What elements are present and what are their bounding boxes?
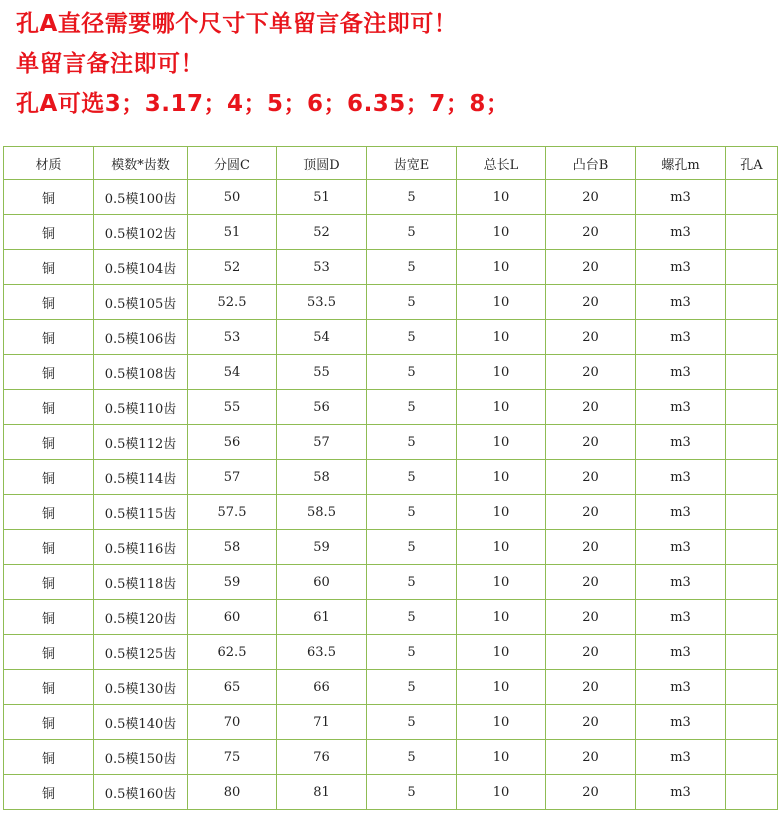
table-row bbox=[4, 635, 778, 670]
header-screw-hole: 螺孔m bbox=[636, 147, 726, 180]
cell-screw-hole: m3 bbox=[636, 355, 726, 390]
table-row bbox=[4, 775, 778, 810]
cell-total-length: 10 bbox=[457, 740, 546, 775]
cell-face-width: 5 bbox=[367, 250, 457, 285]
cell-outer-diameter: 60 bbox=[277, 565, 367, 600]
cell-total-length: 10 bbox=[457, 250, 546, 285]
cell-outer-diameter: 76 bbox=[277, 740, 367, 775]
cell-pitch-diameter: 58 bbox=[188, 530, 277, 565]
cell-screw-hole: m3 bbox=[636, 215, 726, 250]
cell-face-width: 5 bbox=[367, 740, 457, 775]
cell-material: 铜 bbox=[4, 355, 94, 390]
header-module-teeth: 模数*齿数 bbox=[94, 147, 188, 180]
cell-pitch-diameter: 52.5 bbox=[188, 285, 277, 320]
cell-screw-hole: m3 bbox=[636, 635, 726, 670]
cell-bore bbox=[726, 740, 778, 775]
cell-material: 铜 bbox=[4, 565, 94, 600]
cell-material: 铜 bbox=[4, 390, 94, 425]
table-row bbox=[4, 215, 778, 250]
cell-face-width: 5 bbox=[367, 320, 457, 355]
cell-pitch-diameter: 70 bbox=[188, 705, 277, 740]
cell-outer-diameter: 61 bbox=[277, 600, 367, 635]
cell-pitch-diameter: 56 bbox=[188, 425, 277, 460]
cell-module-teeth: 0.5模108齿 bbox=[94, 355, 188, 390]
cell-module-teeth: 0.5模104齿 bbox=[94, 250, 188, 285]
table-row bbox=[4, 250, 778, 285]
cell-face-width: 5 bbox=[367, 670, 457, 705]
cell-screw-hole: m3 bbox=[636, 530, 726, 565]
header-outer-diameter: 顶圆D bbox=[277, 147, 367, 180]
cell-total-length: 10 bbox=[457, 495, 546, 530]
cell-bore bbox=[726, 180, 778, 215]
cell-hub-diameter: 20 bbox=[546, 390, 636, 425]
cell-screw-hole: m3 bbox=[636, 285, 726, 320]
cell-bore bbox=[726, 425, 778, 460]
table-row bbox=[4, 355, 778, 390]
cell-bore bbox=[726, 495, 778, 530]
cell-screw-hole: m3 bbox=[636, 320, 726, 355]
cell-face-width: 5 bbox=[367, 285, 457, 320]
cell-face-width: 5 bbox=[367, 215, 457, 250]
cell-pitch-diameter: 52 bbox=[188, 250, 277, 285]
cell-module-teeth: 0.5模120齿 bbox=[94, 600, 188, 635]
cell-face-width: 5 bbox=[367, 425, 457, 460]
cell-module-teeth: 0.5模115齿 bbox=[94, 495, 188, 530]
cell-screw-hole: m3 bbox=[636, 460, 726, 495]
cell-hub-diameter: 20 bbox=[546, 180, 636, 215]
cell-total-length: 10 bbox=[457, 670, 546, 705]
cell-screw-hole: m3 bbox=[636, 600, 726, 635]
cell-outer-diameter: 71 bbox=[277, 705, 367, 740]
table-row bbox=[4, 460, 778, 495]
cell-face-width: 5 bbox=[367, 635, 457, 670]
cell-module-teeth: 0.5模105齿 bbox=[94, 285, 188, 320]
table-row bbox=[4, 285, 778, 320]
cell-pitch-diameter: 54 bbox=[188, 355, 277, 390]
cell-face-width: 5 bbox=[367, 460, 457, 495]
cell-total-length: 10 bbox=[457, 705, 546, 740]
cell-screw-hole: m3 bbox=[636, 250, 726, 285]
cell-material: 铜 bbox=[4, 670, 94, 705]
cell-hub-diameter: 20 bbox=[546, 355, 636, 390]
cell-pitch-diameter: 60 bbox=[188, 600, 277, 635]
cell-face-width: 5 bbox=[367, 530, 457, 565]
cell-hub-diameter: 20 bbox=[546, 670, 636, 705]
cell-screw-hole: m3 bbox=[636, 425, 726, 460]
cell-outer-diameter: 63.5 bbox=[277, 635, 367, 670]
cell-total-length: 10 bbox=[457, 635, 546, 670]
cell-hub-diameter: 20 bbox=[546, 635, 636, 670]
cell-material: 铜 bbox=[4, 635, 94, 670]
cell-pitch-diameter: 65 bbox=[188, 670, 277, 705]
cell-outer-diameter: 58 bbox=[277, 460, 367, 495]
cell-total-length: 10 bbox=[457, 355, 546, 390]
cell-bore bbox=[726, 390, 778, 425]
header-hub-diameter: 凸台B bbox=[546, 147, 636, 180]
cell-pitch-diameter: 51 bbox=[188, 215, 277, 250]
cell-hub-diameter: 20 bbox=[546, 320, 636, 355]
cell-bore bbox=[726, 320, 778, 355]
cell-module-teeth: 0.5模130齿 bbox=[94, 670, 188, 705]
table-row bbox=[4, 600, 778, 635]
cell-bore bbox=[726, 250, 778, 285]
cell-outer-diameter: 56 bbox=[277, 390, 367, 425]
cell-hub-diameter: 20 bbox=[546, 740, 636, 775]
cell-total-length: 10 bbox=[457, 390, 546, 425]
cell-material: 铜 bbox=[4, 215, 94, 250]
cell-total-length: 10 bbox=[457, 775, 546, 810]
cell-pitch-diameter: 59 bbox=[188, 565, 277, 600]
cell-module-teeth: 0.5模106齿 bbox=[94, 320, 188, 355]
cell-material: 铜 bbox=[4, 600, 94, 635]
cell-material: 铜 bbox=[4, 705, 94, 740]
cell-face-width: 5 bbox=[367, 495, 457, 530]
cell-bore bbox=[726, 670, 778, 705]
table-row bbox=[4, 425, 778, 460]
cell-total-length: 10 bbox=[457, 215, 546, 250]
cell-outer-diameter: 53 bbox=[277, 250, 367, 285]
cell-total-length: 10 bbox=[457, 565, 546, 600]
header-face-width: 齿宽E bbox=[367, 147, 457, 180]
cell-module-teeth: 0.5模102齿 bbox=[94, 215, 188, 250]
cell-screw-hole: m3 bbox=[636, 740, 726, 775]
cell-pitch-diameter: 62.5 bbox=[188, 635, 277, 670]
cell-outer-diameter: 81 bbox=[277, 775, 367, 810]
cell-material: 铜 bbox=[4, 495, 94, 530]
cell-module-teeth: 0.5模140齿 bbox=[94, 705, 188, 740]
notes-block bbox=[16, 4, 776, 124]
cell-total-length: 10 bbox=[457, 285, 546, 320]
table-row bbox=[4, 565, 778, 600]
cell-outer-diameter: 55 bbox=[277, 355, 367, 390]
cell-hub-diameter: 20 bbox=[546, 600, 636, 635]
table-row bbox=[4, 390, 778, 425]
cell-material: 铜 bbox=[4, 460, 94, 495]
cell-screw-hole: m3 bbox=[636, 565, 726, 600]
cell-material: 铜 bbox=[4, 425, 94, 460]
cell-module-teeth: 0.5模150齿 bbox=[94, 740, 188, 775]
cell-hub-diameter: 20 bbox=[546, 425, 636, 460]
header-material: 材质 bbox=[4, 147, 94, 180]
cell-face-width: 5 bbox=[367, 565, 457, 600]
cell-bore bbox=[726, 285, 778, 320]
cell-hub-diameter: 20 bbox=[546, 705, 636, 740]
cell-pitch-diameter: 50 bbox=[188, 180, 277, 215]
cell-face-width: 5 bbox=[367, 355, 457, 390]
cell-total-length: 10 bbox=[457, 530, 546, 565]
cell-screw-hole: m3 bbox=[636, 775, 726, 810]
cell-module-teeth: 0.5模114齿 bbox=[94, 460, 188, 495]
cell-total-length: 10 bbox=[457, 320, 546, 355]
cell-hub-diameter: 20 bbox=[546, 460, 636, 495]
cell-outer-diameter: 66 bbox=[277, 670, 367, 705]
cell-bore bbox=[726, 460, 778, 495]
cell-module-teeth: 0.5模160齿 bbox=[94, 775, 188, 810]
cell-pitch-diameter: 55 bbox=[188, 390, 277, 425]
cell-screw-hole: m3 bbox=[636, 705, 726, 740]
cell-material: 铜 bbox=[4, 180, 94, 215]
cell-bore bbox=[726, 600, 778, 635]
table-row bbox=[4, 530, 778, 565]
cell-outer-diameter: 57 bbox=[277, 425, 367, 460]
cell-material: 铜 bbox=[4, 740, 94, 775]
table-row bbox=[4, 670, 778, 705]
header-bore: 孔A bbox=[726, 147, 778, 180]
cell-pitch-diameter: 53 bbox=[188, 320, 277, 355]
spec-table bbox=[3, 146, 778, 810]
cell-material: 铜 bbox=[4, 320, 94, 355]
cell-module-teeth: 0.5模116齿 bbox=[94, 530, 188, 565]
cell-material: 铜 bbox=[4, 250, 94, 285]
cell-outer-diameter: 53.5 bbox=[277, 285, 367, 320]
note-line-2: 单留言备注即可！ bbox=[16, 51, 204, 77]
cell-hub-diameter: 20 bbox=[546, 250, 636, 285]
cell-hub-diameter: 20 bbox=[546, 530, 636, 565]
cell-hub-diameter: 20 bbox=[546, 775, 636, 810]
cell-hub-diameter: 20 bbox=[546, 215, 636, 250]
header-total-length: 总长L bbox=[457, 147, 546, 180]
table-row bbox=[4, 740, 778, 775]
table-row bbox=[4, 495, 778, 530]
cell-face-width: 5 bbox=[367, 775, 457, 810]
cell-bore bbox=[726, 635, 778, 670]
cell-outer-diameter: 58.5 bbox=[277, 495, 367, 530]
cell-pitch-diameter: 80 bbox=[188, 775, 277, 810]
cell-hub-diameter: 20 bbox=[546, 285, 636, 320]
cell-outer-diameter: 51 bbox=[277, 180, 367, 215]
cell-hub-diameter: 20 bbox=[546, 495, 636, 530]
cell-screw-hole: m3 bbox=[636, 390, 726, 425]
cell-material: 铜 bbox=[4, 285, 94, 320]
cell-face-width: 5 bbox=[367, 390, 457, 425]
cell-material: 铜 bbox=[4, 530, 94, 565]
table-row bbox=[4, 320, 778, 355]
cell-screw-hole: m3 bbox=[636, 180, 726, 215]
cell-total-length: 10 bbox=[457, 180, 546, 215]
cell-module-teeth: 0.5模118齿 bbox=[94, 565, 188, 600]
cell-module-teeth: 0.5模112齿 bbox=[94, 425, 188, 460]
cell-bore bbox=[726, 775, 778, 810]
table-header-row bbox=[4, 147, 778, 180]
cell-face-width: 5 bbox=[367, 705, 457, 740]
cell-total-length: 10 bbox=[457, 425, 546, 460]
cell-face-width: 5 bbox=[367, 180, 457, 215]
cell-face-width: 5 bbox=[367, 600, 457, 635]
cell-outer-diameter: 52 bbox=[277, 215, 367, 250]
cell-screw-hole: m3 bbox=[636, 670, 726, 705]
cell-module-teeth: 0.5模100齿 bbox=[94, 180, 188, 215]
table-body bbox=[4, 180, 778, 810]
table-row bbox=[4, 180, 778, 215]
cell-bore bbox=[726, 530, 778, 565]
header-pitch-diameter: 分圆C bbox=[188, 147, 277, 180]
cell-pitch-diameter: 57 bbox=[188, 460, 277, 495]
cell-material: 铜 bbox=[4, 775, 94, 810]
table-row bbox=[4, 705, 778, 740]
note-line-1: 孔A直径需要哪个尺寸下单留言备注即可！ bbox=[16, 11, 458, 37]
cell-outer-diameter: 54 bbox=[277, 320, 367, 355]
cell-bore bbox=[726, 705, 778, 740]
cell-outer-diameter: 59 bbox=[277, 530, 367, 565]
cell-bore bbox=[726, 355, 778, 390]
cell-pitch-diameter: 57.5 bbox=[188, 495, 277, 530]
note-line-3: 孔A可选3；3.17；4；5；6；6.35；7；8； bbox=[16, 91, 510, 117]
cell-module-teeth: 0.5模110齿 bbox=[94, 390, 188, 425]
cell-module-teeth: 0.5模125齿 bbox=[94, 635, 188, 670]
cell-hub-diameter: 20 bbox=[546, 565, 636, 600]
cell-bore bbox=[726, 215, 778, 250]
cell-screw-hole: m3 bbox=[636, 495, 726, 530]
cell-bore bbox=[726, 565, 778, 600]
cell-total-length: 10 bbox=[457, 600, 546, 635]
cell-pitch-diameter: 75 bbox=[188, 740, 277, 775]
cell-total-length: 10 bbox=[457, 460, 546, 495]
